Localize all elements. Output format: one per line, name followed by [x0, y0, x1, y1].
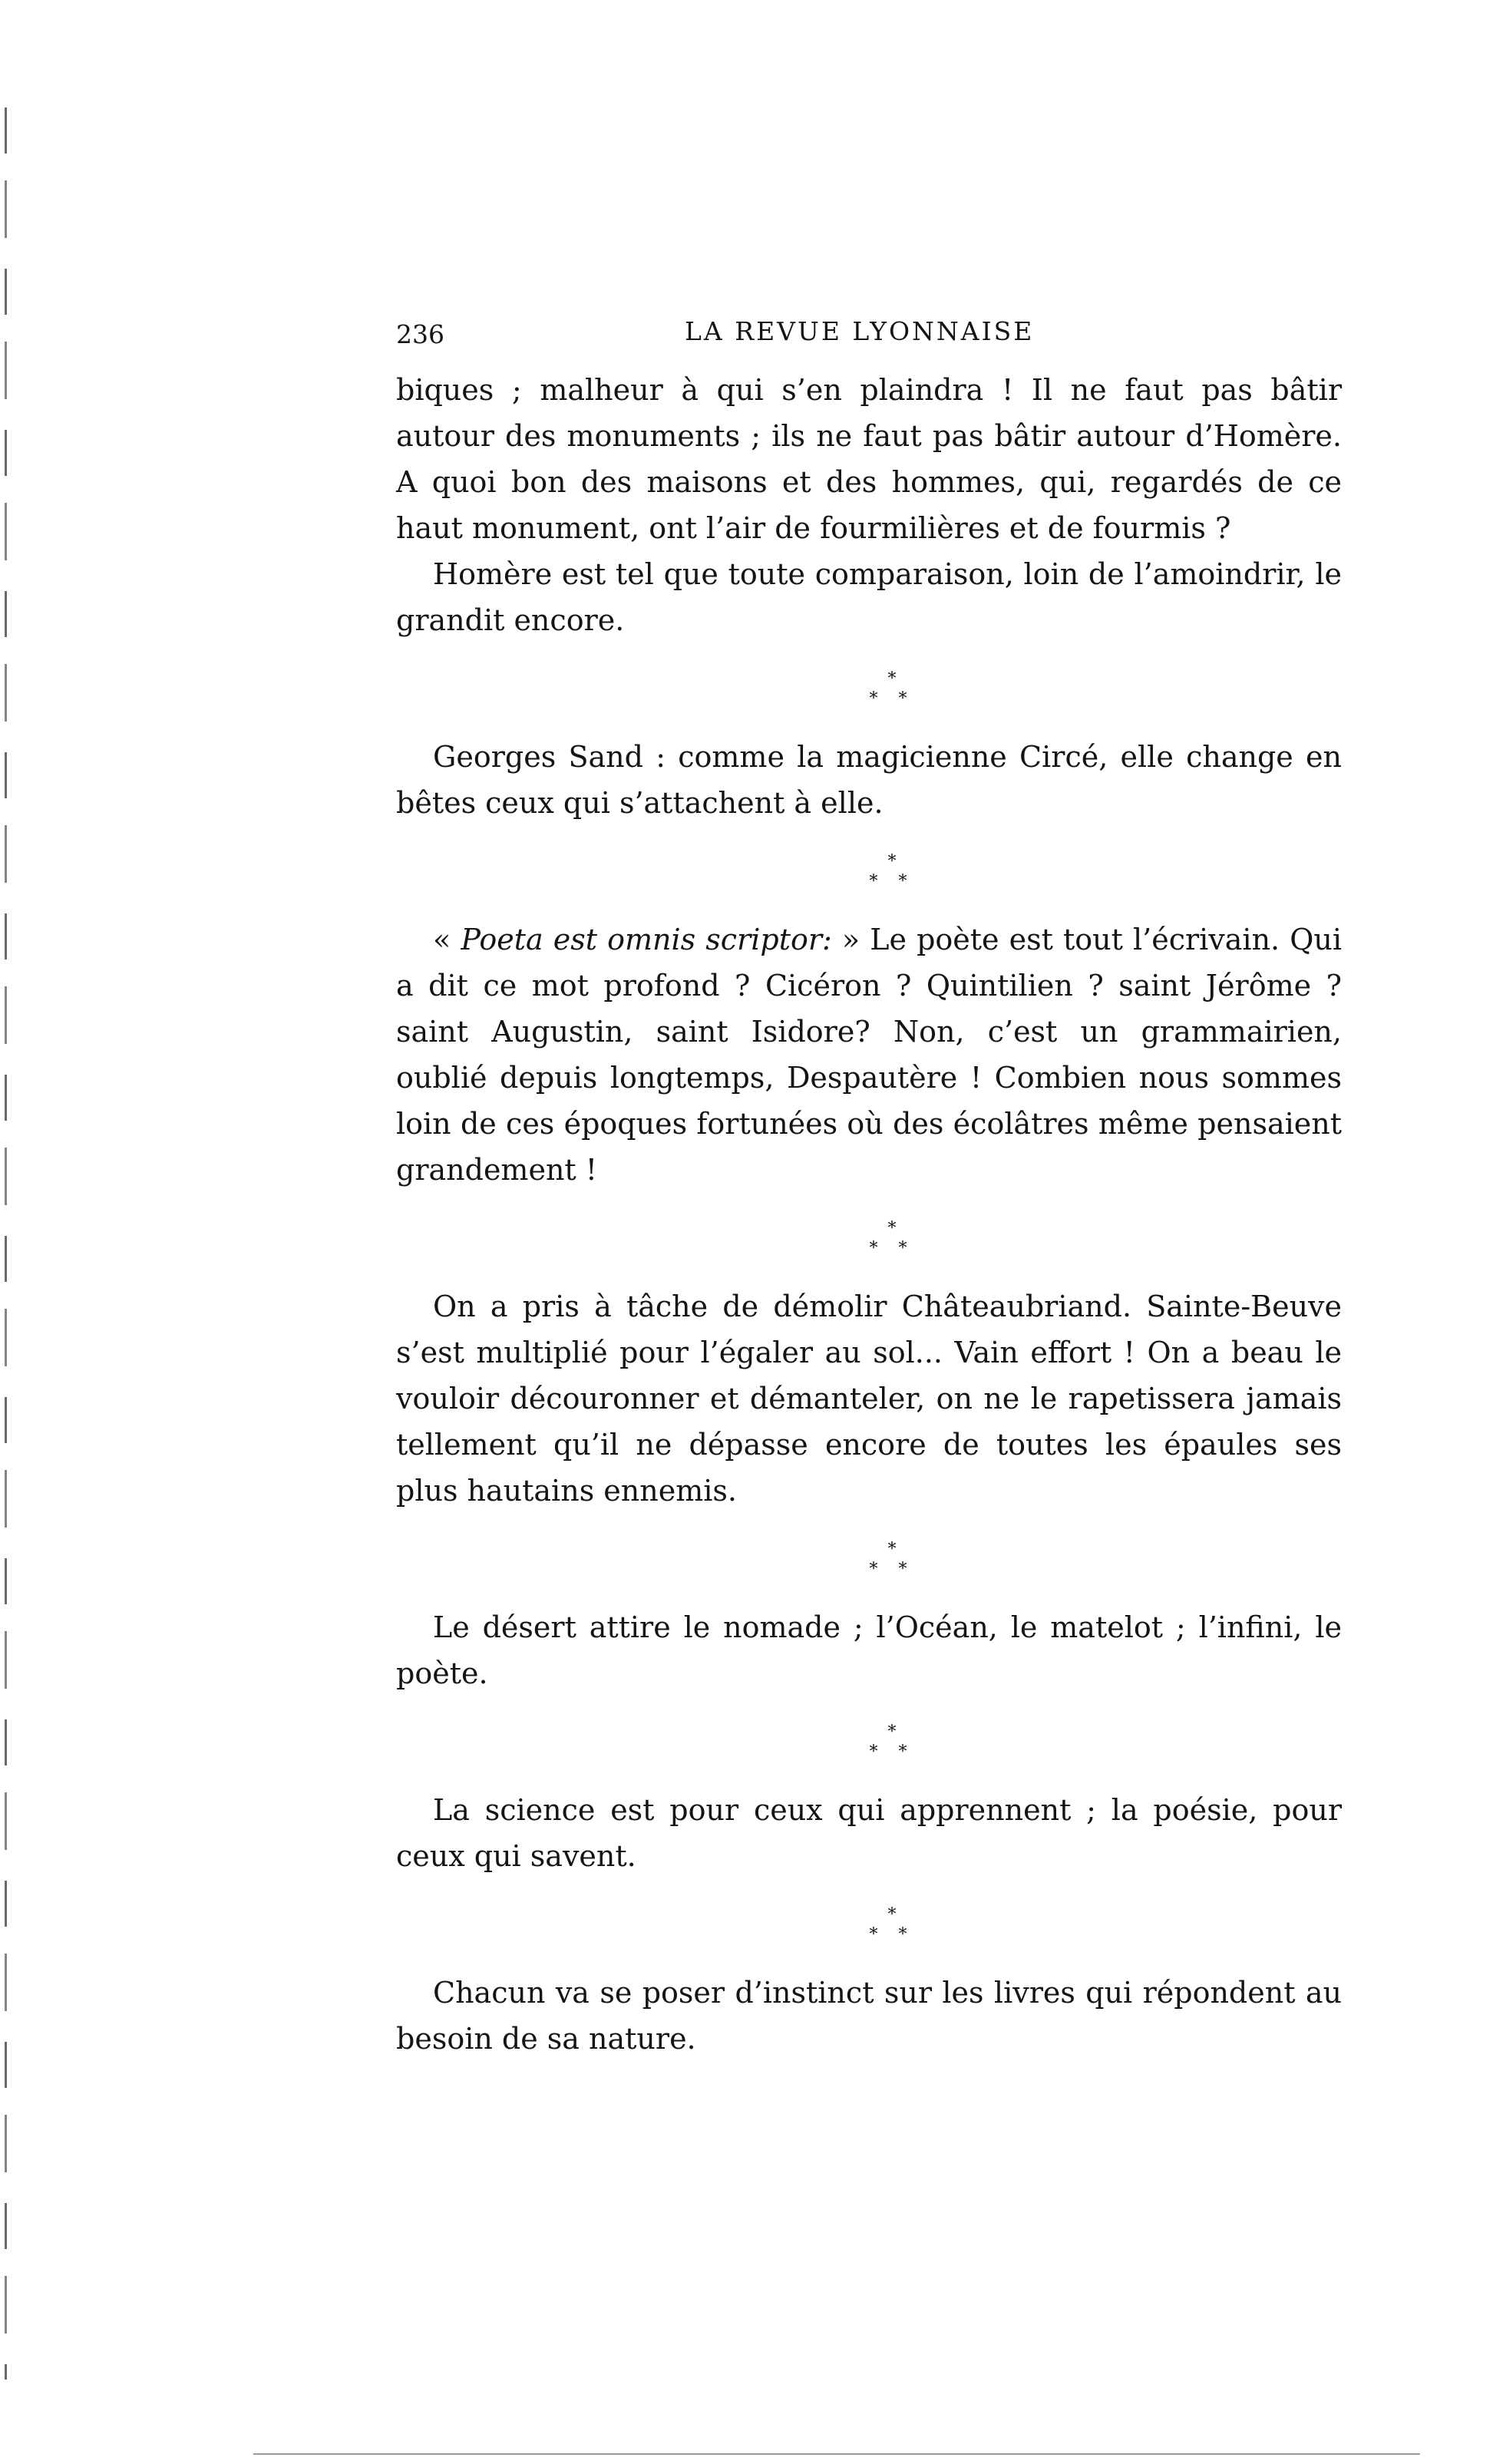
separator-bottom: * * — [869, 1925, 915, 1944]
paragraph-poeta — [396, 917, 1342, 1193]
separator-bottom: * * — [869, 872, 915, 891]
separator-top: * — [887, 669, 897, 689]
paragraph-science: La science est pour ceux qui apprennent ; la poésie, pour ceux qui savent. — [396, 1793, 1342, 1873]
text-body — [396, 367, 1342, 2062]
running-header — [396, 316, 1342, 355]
latin-quotation: Poeta est omnis scriptor: — [461, 923, 832, 956]
separator-top: * — [887, 1905, 897, 1924]
paragraph-instinct: Chacun va se poser d’instinct sur les livres qui répondent au besoin de sa nature. — [396, 1976, 1342, 2056]
section-separator — [396, 1879, 1342, 1970]
paragraph-george-sand: Georges Sand : comme la magicienne Circé, elle change en bêtes ceux qui s’attachent à elle. — [396, 740, 1342, 820]
scan-edge — [5, 107, 7, 2380]
section-separator — [396, 826, 1342, 917]
bottom-rule — [253, 2453, 1420, 2455]
separator-top: * — [887, 852, 897, 871]
section-separator — [396, 1193, 1342, 1283]
separator-bottom: * * — [869, 1742, 915, 1762]
separator-top: * — [887, 1722, 897, 1742]
running-title: LA REVUE LYONNAISE — [685, 316, 1035, 346]
page-number: 236 — [396, 319, 444, 349]
paragraph-poeta-rest: » Le poète est tout l’écrivain. Qui a dit ce mot profond ? Cicéron ? Quintilien ? saint Jérôme ? saint Augustin, saint Isidore? Non, c’est un grammairien, oublié depuis longtemps, Despautère ! Combien nous sommes loin de ces époques fortunées où des écolâtres même pensaient grandement ! — [396, 923, 1343, 1187]
section-separator — [396, 643, 1342, 734]
section-separator — [396, 1696, 1342, 1787]
separator-bottom: * * — [869, 1560, 915, 1579]
open-quote: « — [433, 923, 461, 956]
paragraph-homer-comparison: Homère est tel que toute comparaison, loin de l’amoindrir, le grandit encore. — [396, 557, 1342, 637]
paragraph-homer-monuments: biques ; malheur à qui s’en plaindra ! Il ne faut pas bâtir autour des monuments ; ils ne faut pas bâtir autour d’Homère. A quoi bon des maisons et des hommes, qui, regardés de ce haut monument, ont l’air de fourmilières et de fourmis ? — [396, 373, 1342, 545]
paragraph-desert: Le désert attire le nomade ; l’Océan, le matelot ; l’infini, le poète. — [396, 1610, 1342, 1690]
separator-top: * — [887, 1540, 897, 1559]
paragraph-chateaubriand: On a pris à tâche de démolir Châteaubriand. Sainte-Beuve s’est multiplié pour l’égaler au sol... Vain effort ! On a beau le vouloir découronner et démanteler, on ne le rapetissera jamais tellement qu’il ne dépasse encore de toutes les épaules ses plus hautains ennemis. — [396, 1290, 1342, 1508]
separator-bottom: * * — [869, 689, 915, 708]
section-separator — [396, 1514, 1342, 1604]
separator-bottom: * * — [869, 1239, 915, 1258]
separator-top: * — [887, 1219, 897, 1238]
